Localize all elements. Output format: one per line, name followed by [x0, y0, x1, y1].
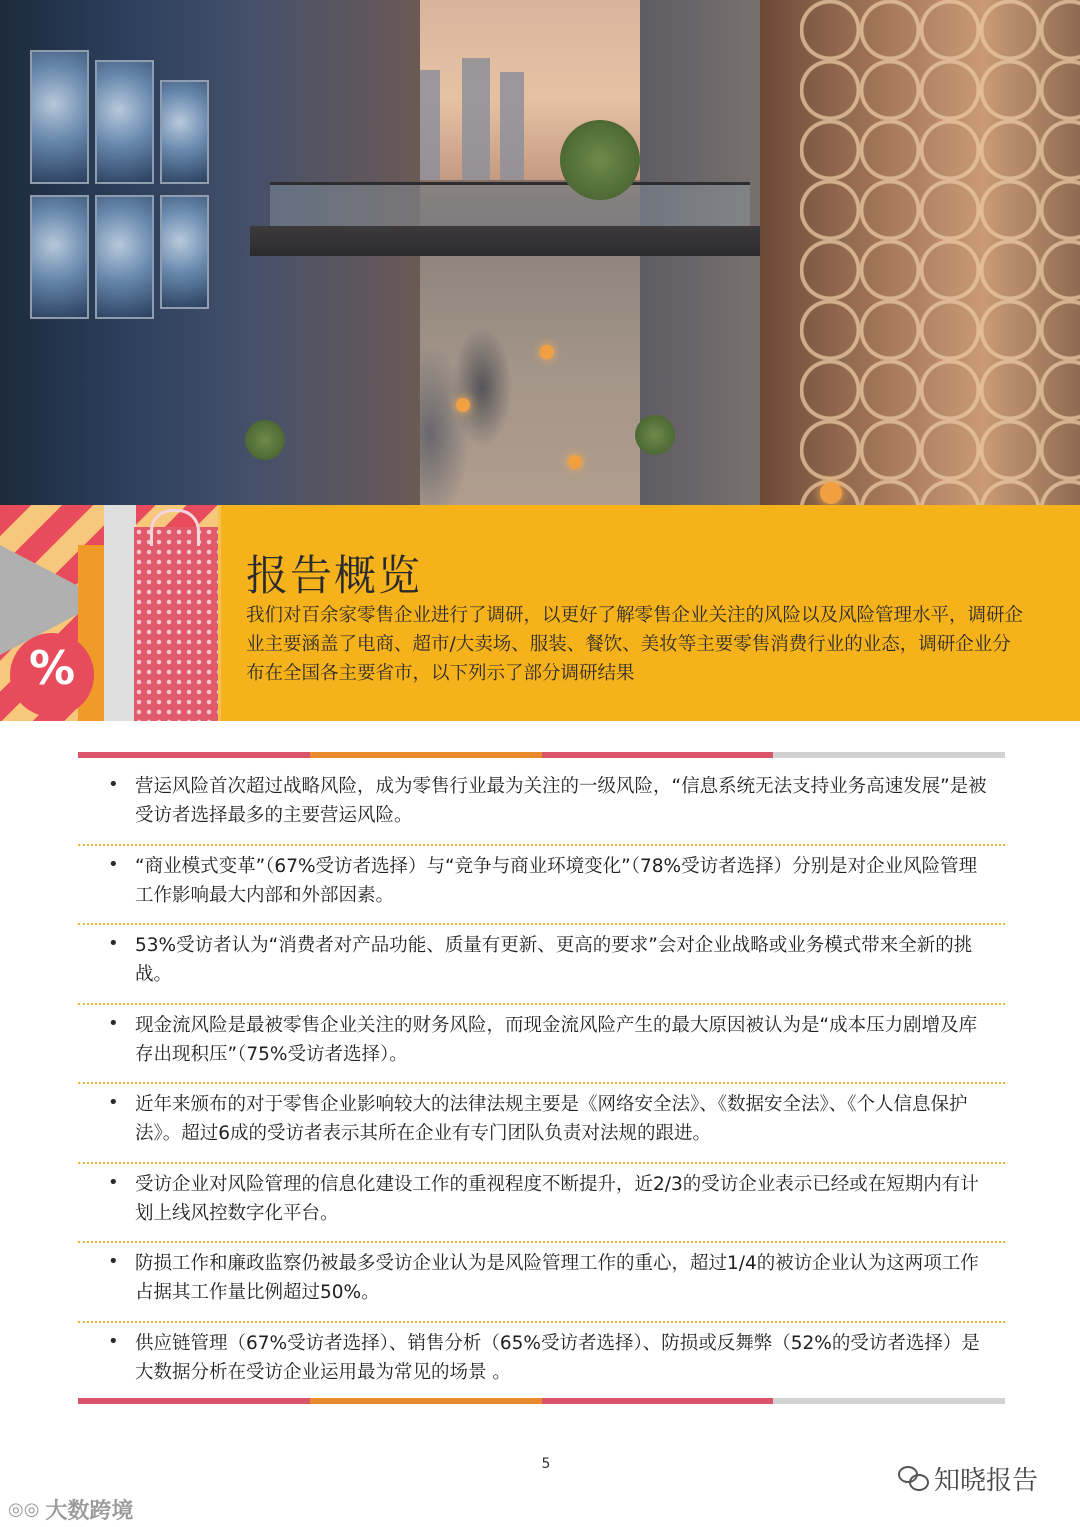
lamp	[540, 345, 554, 359]
window	[30, 195, 89, 319]
shopping-bag-icon	[134, 527, 218, 721]
bullet: •	[108, 1251, 119, 1272]
bridge-railing	[270, 182, 750, 229]
grey-panel	[104, 505, 136, 721]
finding-text: 营运风险首次超过战略风险，成为零售行业最为关注的一级风险，“信息系统无法支持业务高速发展”是被受访者选择最多的主要营运风险。	[135, 776, 987, 826]
list-item	[78, 1243, 1005, 1323]
window	[160, 80, 209, 184]
list-item	[78, 1164, 1005, 1244]
bullet: •	[108, 1092, 119, 1113]
finding-text: 供应链管理（67%受访者选择）、销售分析（65%受访者选择）、防损或反舞弊（52%的受访者选择）是大数据分析在受访企业运用最为常见的场景 。	[135, 1332, 980, 1383]
overview-banner	[0, 505, 1080, 721]
list-item	[78, 1323, 1005, 1403]
tree	[245, 420, 285, 460]
overview-description: 我们对百余家零售企业进行了调研，以更好了解零售企业关注的风险以及风险管理水平，调研企业主要涵盖了电商、超市/大卖场、服装、餐饮、美妆等主要零售消费行业的业态，调研企业分布在全国各主要省市，以下列示了部分调研结果	[246, 605, 1024, 684]
list-item	[78, 1005, 1005, 1085]
pedestrian-bridge	[250, 226, 760, 256]
finding-text: 防损工作和廉政监察仍被最多受访企业认为是风险管理工作的重心，超过1/4的被访企业认为这两项工作占据其工作量比例超过50%。	[135, 1253, 979, 1303]
decorative-lattice	[800, 0, 1080, 505]
distant-tower	[462, 58, 490, 180]
distant-tower	[500, 72, 524, 180]
bullet: •	[108, 774, 119, 795]
finding-text: 现金流风险是最被零售企业关注的财务风险，而现金流风险产生的最大原因被认为是“成本压力剧增及库存出现积压”（75%受访者选择）。	[135, 1014, 978, 1065]
hero-photo	[0, 0, 1080, 505]
list-item	[78, 846, 1005, 926]
lamp	[456, 398, 470, 412]
bullet: •	[108, 1012, 119, 1034]
wechat-icon	[898, 1466, 928, 1492]
watermark-zhixiao	[898, 1460, 1038, 1497]
window	[95, 195, 154, 319]
lamp	[820, 482, 842, 504]
lamp	[568, 455, 582, 469]
window	[95, 60, 154, 184]
list-item	[78, 1084, 1005, 1164]
bullet: •	[108, 1171, 119, 1193]
bullet: •	[108, 1330, 119, 1352]
findings-list	[78, 766, 1005, 1402]
finding-text: 近年来颁布的对于零售企业影响较大的法律法规主要是《网络安全法》、《数据安全法》、《个人信息保护法》。超过6成的受访者表示其所在企业有专门团队负责对法规的跟进。	[135, 1094, 968, 1144]
shopping-decoration	[0, 505, 218, 721]
window	[160, 195, 209, 309]
watermark-logo-icon: ◎◎	[8, 1499, 40, 1520]
list-item	[78, 925, 1005, 1005]
watermark-dashu	[8, 1494, 133, 1525]
percent-icon: %	[28, 641, 76, 695]
tree	[635, 415, 675, 455]
bullet: •	[108, 853, 119, 875]
bullet: •	[108, 933, 119, 954]
banner-divider	[218, 505, 221, 721]
shopping-bag-handle	[150, 509, 200, 546]
window	[30, 50, 89, 184]
tree	[560, 120, 640, 200]
bottom-color-rule	[78, 1398, 1005, 1404]
list-item	[78, 766, 1005, 846]
finding-text: 受访企业对风险管理的信息化建设工作的重视程度不断提升，近2/3的受访企业表示已经或在短期内有计划上线风控数字化平台。	[135, 1173, 979, 1224]
watermark-text: 大数跨境	[45, 1499, 134, 1524]
top-color-rule	[78, 752, 1005, 758]
finding-text: 53%受访者认为“消费者对产品功能、质量有更新、更高的要求”会对企业战略或业务模式带来全新的挑战。	[135, 935, 973, 985]
page-number: 5	[541, 1456, 551, 1472]
page-title: 报告概览	[246, 551, 423, 600]
finding-text: “商业模式变革”（67%受访者选择）与“竞争与商业环境变化”（78%受访者选择）分别是对企业风险管理工作影响最大内部和外部因素。	[135, 855, 978, 906]
watermark-text: 知晓报告	[934, 1466, 1039, 1496]
